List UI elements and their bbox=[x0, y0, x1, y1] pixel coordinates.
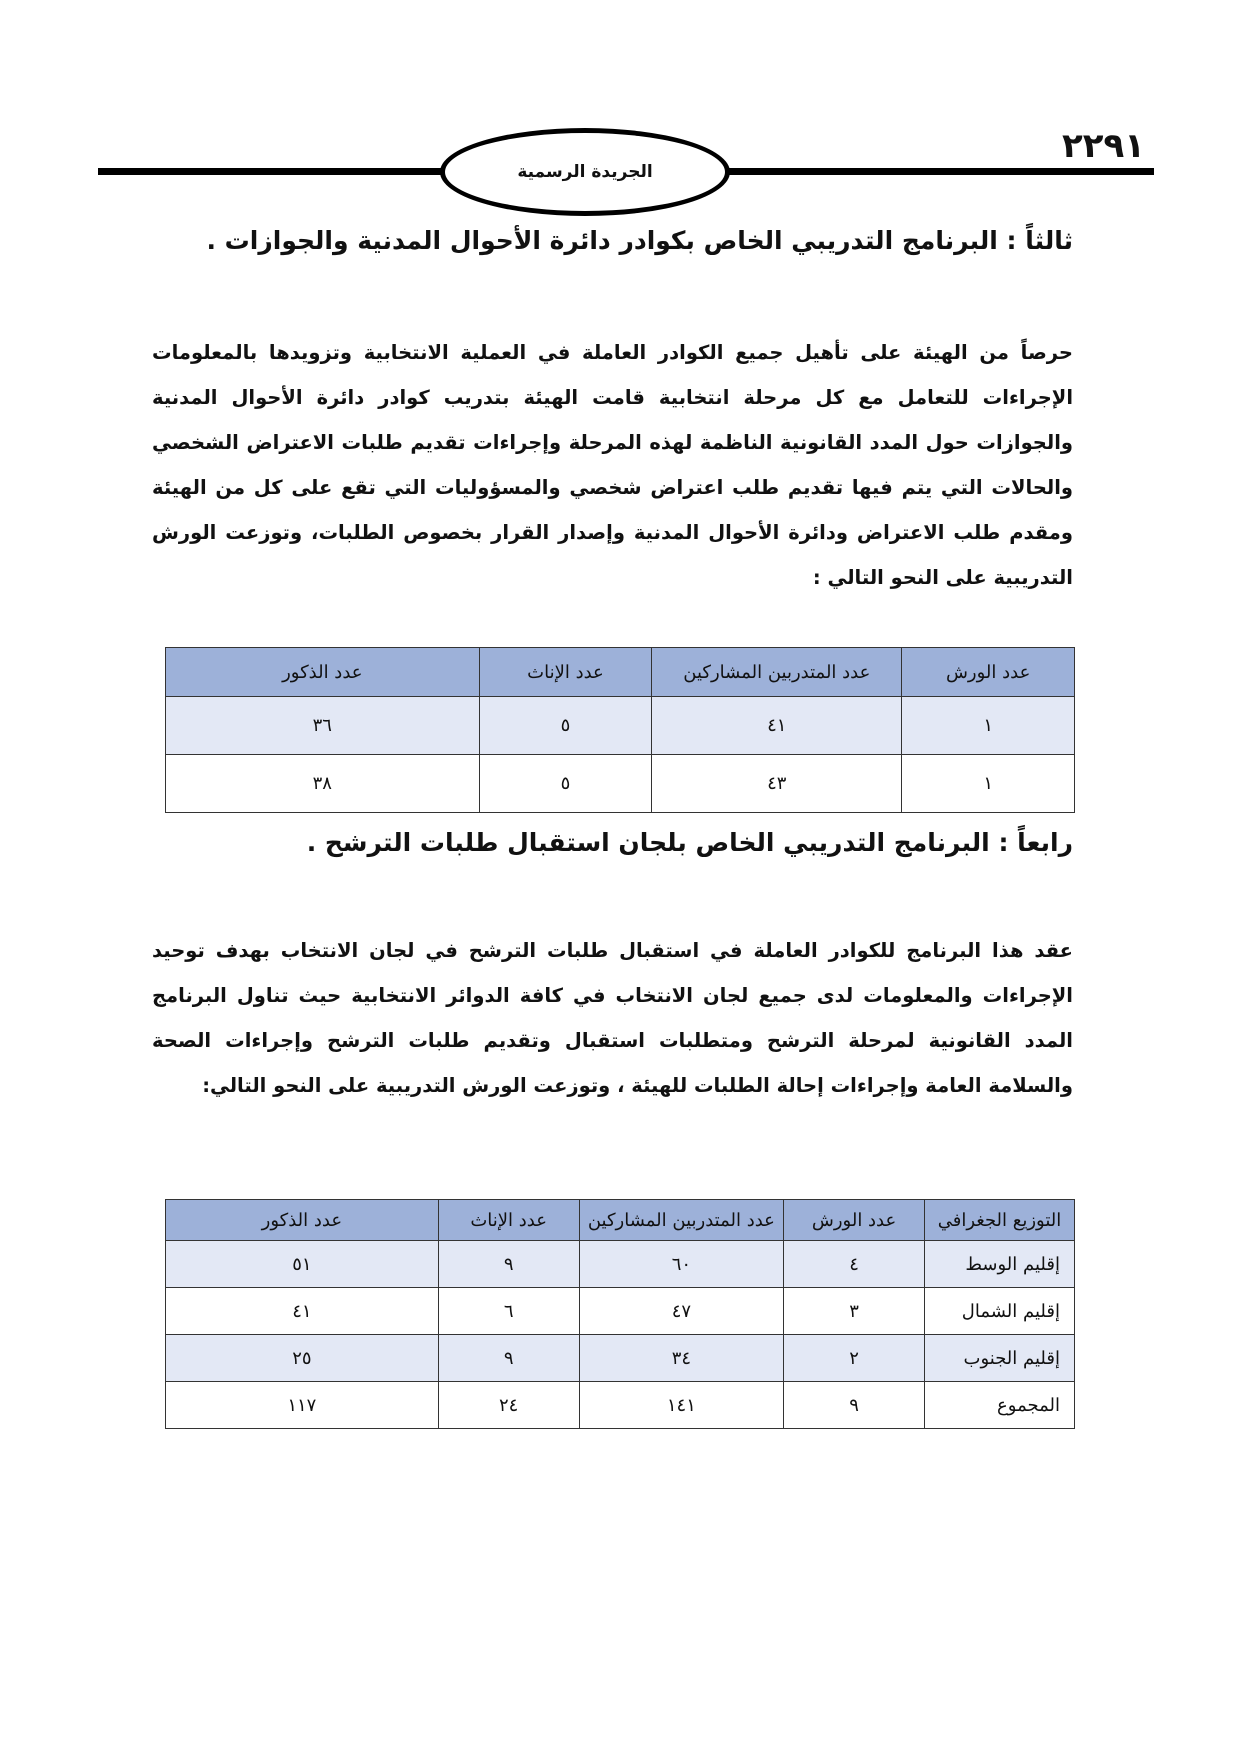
table-row bbox=[166, 1335, 1075, 1382]
table-row bbox=[166, 697, 1075, 755]
cell: ٥ bbox=[479, 697, 652, 755]
cell: ١٤١ bbox=[579, 1382, 784, 1429]
section4-paragraph: عقد هذا البرنامج للكوادر العاملة في استقبال طلبات الترشح في لجان الانتخاب بهدف توحيد الإجراءات والمعلومات لدى جميع لجان الانتخاب في كافة الدوائر الانتخابية حيث تناول البرنامج المدد القانونية لمرحلة الترشح ومتطلبات استقبال وتقديم طلبات الترشح وإجراءات الصحة والسلامة العامة وإجراءات إحالة الطلبات للهيئة ، وتوزعت الورش التدريبية على النحو التالي: bbox=[152, 939, 1073, 1097]
cell: ١١٧ bbox=[166, 1382, 439, 1429]
gazette-name: الجريدة الرسمية bbox=[517, 162, 653, 182]
cell: ٢٥ bbox=[166, 1335, 439, 1382]
region-cell: المجموع bbox=[925, 1382, 1075, 1429]
header-cell: عدد الإناث bbox=[479, 648, 652, 697]
header-cell: عدد الورش bbox=[784, 1200, 925, 1241]
cell: ٤١ bbox=[166, 1288, 439, 1335]
cell: ٣٤ bbox=[579, 1335, 784, 1382]
cell: ٥ bbox=[479, 755, 652, 813]
table-header-row bbox=[166, 648, 1075, 697]
section4-title: رابعاً : البرنامج التدريبي الخاص بلجان استقبال طلبات الترشح . bbox=[306, 828, 1073, 857]
cell: ٤٣ bbox=[652, 755, 902, 813]
cell: ٥١ bbox=[166, 1241, 439, 1288]
header-cell: عدد الذكور bbox=[166, 648, 480, 697]
cell: ٦٠ bbox=[579, 1241, 784, 1288]
cell: ٣٨ bbox=[166, 755, 480, 813]
section3-paragraph: حرصاً من الهيئة على تأهيل جميع الكوادر العاملة في العملية الانتخابية وتزويدها بالمعلومات الإجراءات للتعامل مع كل مرحلة انتخابية قامت الهيئة بتدريب كوادر دائرة الأحوال المدنية والجوازات حول المدد القانونية الناظمة لهذه المرحلة وإجراءات تقديم طلبات الاعتراض الشخصي والحالات التي يتم فيها تقديم طلب اعتراض شخصي والمسؤوليات التي تقع على كل من الهيئة ومقدم طلب الاعتراض ودائرة الأحوال المدنية وإصدار القرار بخصوص الطلبات، وتوزعت الورش التدريبية على النحو التالي : bbox=[152, 341, 1073, 589]
cell: ٢٤ bbox=[438, 1382, 579, 1429]
header-cell: عدد الإناث bbox=[438, 1200, 579, 1241]
cell: ٤ bbox=[784, 1241, 925, 1288]
header-cell: التوزيع الجغرافي bbox=[925, 1200, 1075, 1241]
header-cell: عدد الورش bbox=[902, 648, 1075, 697]
page-number: ٢٢٩١ bbox=[1061, 126, 1145, 166]
table-row bbox=[166, 755, 1075, 813]
region-cell: إقليم الشمال bbox=[925, 1288, 1075, 1335]
cell: ٩ bbox=[784, 1382, 925, 1429]
gazette-name-oval bbox=[440, 128, 730, 216]
header-cell: عدد الذكور bbox=[166, 1200, 439, 1241]
section4-table bbox=[165, 1199, 1075, 1429]
cell: ٤٧ bbox=[579, 1288, 784, 1335]
cell: ٤١ bbox=[652, 697, 902, 755]
cell: ٢ bbox=[784, 1335, 925, 1382]
cell: ١ bbox=[902, 697, 1075, 755]
table-row bbox=[166, 1241, 1075, 1288]
section3-title: ثالثاً : البرنامج التدريبي الخاص بكوادر دائرة الأحوال المدنية والجوازات . bbox=[206, 226, 1073, 255]
section3-table bbox=[165, 647, 1075, 813]
cell: ٩ bbox=[438, 1241, 579, 1288]
header-cell: عدد المتدربين المشاركين bbox=[652, 648, 902, 697]
region-cell: إقليم الوسط bbox=[925, 1241, 1075, 1288]
cell: ٩ bbox=[438, 1335, 579, 1382]
cell: ١ bbox=[902, 755, 1075, 813]
cell: ٦ bbox=[438, 1288, 579, 1335]
table-header-row bbox=[166, 1200, 1075, 1241]
region-cell: إقليم الجنوب bbox=[925, 1335, 1075, 1382]
header-cell: عدد المتدربين المشاركين bbox=[579, 1200, 784, 1241]
table-row bbox=[166, 1288, 1075, 1335]
table-total-row bbox=[166, 1382, 1075, 1429]
cell: ٣٦ bbox=[166, 697, 480, 755]
cell: ٣ bbox=[784, 1288, 925, 1335]
